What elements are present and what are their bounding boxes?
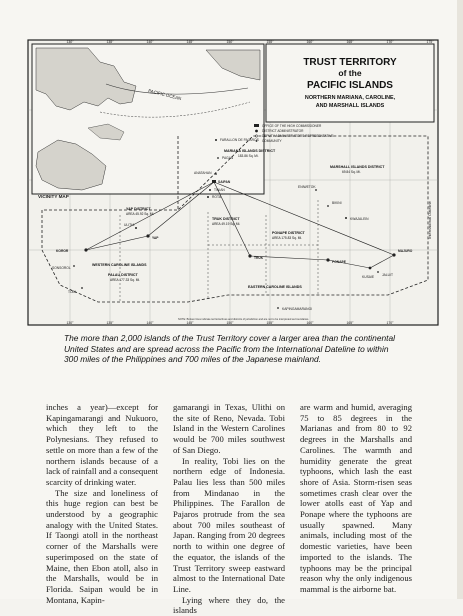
longitude-tick-label: 155° — [266, 321, 274, 325]
label-kwajalein: KWAJALEIN — [350, 217, 369, 221]
district-ponape: PONAPE DISTRICT — [272, 231, 305, 235]
longitude-tick-label: 160° — [306, 321, 314, 325]
label-tinian: TINIAN — [214, 188, 225, 192]
district-truk: TRUK DISTRICT — [212, 217, 240, 221]
ocean-label: PACIFIC OCEAN — [147, 88, 182, 102]
article-column-1 — [46, 402, 158, 605]
article-column-3 — [300, 402, 412, 595]
label-yap: YAP — [152, 236, 159, 240]
label-kusaie: KUSAIE — [362, 275, 375, 279]
paragraph: The size and loneliness of this huge region can best be understood by a geographic analogy with the United States. If Taongi atoll in the northeast corner of the Marshalls were superimposed on the state of Maine, then Ebon atoll, also in the Marshalls, would be in Florida. Saipan would be in Montana, Kapin- — [46, 487, 158, 605]
legend-item-high-commissioner: OFFICE OF THE HIGH COMMISSIONER — [262, 124, 322, 128]
district-yap-area: AREA 45.92 Sq. Mi. — [126, 212, 155, 216]
district-mariana-area: 183.86 Sq. Mi. — [238, 154, 259, 158]
longitude-tick-label: 135° — [106, 39, 114, 44]
map-title-line-2: of the — [338, 68, 362, 78]
dateline-label: International Dateline — [427, 201, 432, 239]
longitude-tick-label: 165° — [346, 39, 354, 44]
label-jaluit: JALUIT — [382, 273, 393, 277]
label-koror: KOROR — [56, 249, 69, 253]
label-ulithi: ULITHI — [124, 223, 135, 227]
legend-item-deputy: DEPUTY ADMINISTRATOR'S REPRESENTATIVE — [262, 134, 334, 138]
district-marshall-area: 69.84 Sq. Mi. — [342, 170, 361, 174]
label-pagan: PAGAN — [222, 156, 234, 160]
paragraph: inches a year)—except for Kapingamarangi and Nukuoro, which they left to the Polynesians. They refused to settle on more than a few of the northern islands because of a lack of rainfall and a consequent scarcity of drinking water. — [46, 402, 158, 487]
longitude-tick-label: 165° — [346, 321, 354, 325]
longitude-tick-label: 160° — [306, 39, 314, 44]
map-subtitle-line-2: AND MARSHALL ISLANDS — [315, 103, 385, 109]
trust-territory-map — [28, 40, 438, 325]
label-truk: TRUK — [254, 256, 264, 260]
map-note: NOTE: Broken lines indicate territorial lines and districts of jurisdiction and are not to be interpreted as boundaries. — [178, 318, 310, 321]
vicinity-map-inset — [32, 44, 264, 199]
district-truk-area: AREA 49.19 Sq. Mi. — [212, 222, 241, 226]
district-yap: YAP DISTRICT — [126, 207, 151, 211]
vicinity-map-label: VICINITY MAP — [38, 194, 69, 199]
label-anatahan: ANATAHAN — [194, 171, 212, 175]
longitude-tick-label: 130° — [66, 39, 74, 44]
map-subtitle-line-1: NORTHERN MARIANA, CAROLINE, — [304, 95, 396, 101]
map-title-line-3: PACIFIC ISLANDS — [307, 80, 393, 91]
longitude-tick-label: 170° — [386, 321, 394, 325]
longitude-tick-label: 155° — [266, 39, 274, 44]
longitude-tick-label: 140° — [146, 39, 154, 44]
label-farallon: FARALLON DE PAJAROS — [220, 138, 259, 142]
label-rota: ROTA — [212, 195, 221, 199]
paragraph: are warm and humid, averaging 75 to 85 degrees in the Marianas and from 80 to 92 degrees in the Marshalls and Carolines. The warmth and humidity generate the great typhoons, which lash the east shore of Asia. Storm-risen seas sometimes crash clear over the lower atolls east of Yap and Ponape where the typhoons are usually spawned. Many animals, including most of the domestic varieties, have been imported to the islands. The typhoons may be the principal reason why the only indigenous mammal is the airborne bat. — [300, 402, 412, 594]
article-column-2 — [173, 402, 285, 616]
longitude-tick-label: 145° — [186, 39, 194, 44]
longitude-tick-label: 175° — [426, 39, 434, 44]
label-bikini: BIKINI — [332, 201, 342, 205]
paragraph: gamarangi in Texas, Ulithi on the site of Reno, Nevada. Tobi Island in the Western Carolines would be 700 miles southwest of San Diego. — [173, 402, 285, 455]
map-title-line-1: TRUST TERRITORY — [303, 57, 397, 68]
legend-item-community: COMMUNITY — [262, 139, 282, 143]
longitude-tick-label: 130° — [66, 321, 74, 325]
label-majuro: MAJURO — [398, 249, 413, 253]
longitude-tick-label: 140° — [146, 321, 154, 325]
map-title-block — [266, 44, 434, 122]
article-body — [46, 402, 414, 616]
label-kapinga: KAPINGAMARANGI — [282, 307, 313, 311]
district-palau: PALAU DISTRICT — [108, 273, 138, 277]
district-ponape-area: AREA 175.83 Sq. Mi. — [272, 236, 302, 240]
longitude-tick-label: 150° — [226, 39, 234, 44]
district-palau-area: AREA 177.33 Sq. Mi. — [110, 278, 140, 282]
page-edge — [457, 0, 463, 599]
label-ponape: PONAPE — [332, 260, 346, 264]
legend-item-district-admin: DISTRICT ADMINISTRATOR — [262, 129, 304, 133]
district-mariana: MARIANA ISLANDS DISTRICT — [224, 149, 276, 153]
district-marshall: MARSHALL ISLANDS DISTRICT — [330, 165, 385, 169]
longitude-tick-label: 135° — [106, 321, 114, 325]
longitude-tick-label: 150° — [226, 321, 234, 325]
label-sonsorol: SONSOROL — [52, 266, 71, 270]
region-western-carolines: WESTERN CAROLINE ISLANDS — [92, 263, 147, 267]
longitude-tick-label: 145° — [186, 321, 194, 325]
longitude-tick-label: 170° — [386, 39, 394, 44]
label-eniwetok: ENIWETOK — [298, 185, 316, 189]
paragraph: Lying where they do, the islands — [173, 594, 285, 616]
paragraph: In reality, Tobi lies on the northern edge of Indonesia. Palau lies less than 500 miles from Mindanao in the Philippines. The Farallon de Pajaros protrude from the sea about 700 miles southeast of Japan. Ranging from 20 degrees north to within one degree of the equator, the islands of the Trust Territory sweep eastward almost to the International Date Line. — [173, 455, 285, 594]
label-tobi: TOBI — [68, 290, 76, 294]
map-caption: The more than 2,000 islands of the Trust Territory cover a larger area than the continental United States and are spread across the Pacific from the International Dateline to within 300 miles of the Philippines and 700 miles of the Japanese mainland. — [64, 333, 395, 365]
region-eastern-carolines: EASTERN CAROLINE ISLANDS — [248, 285, 302, 289]
label-saipan: SAIPAN — [218, 180, 231, 184]
